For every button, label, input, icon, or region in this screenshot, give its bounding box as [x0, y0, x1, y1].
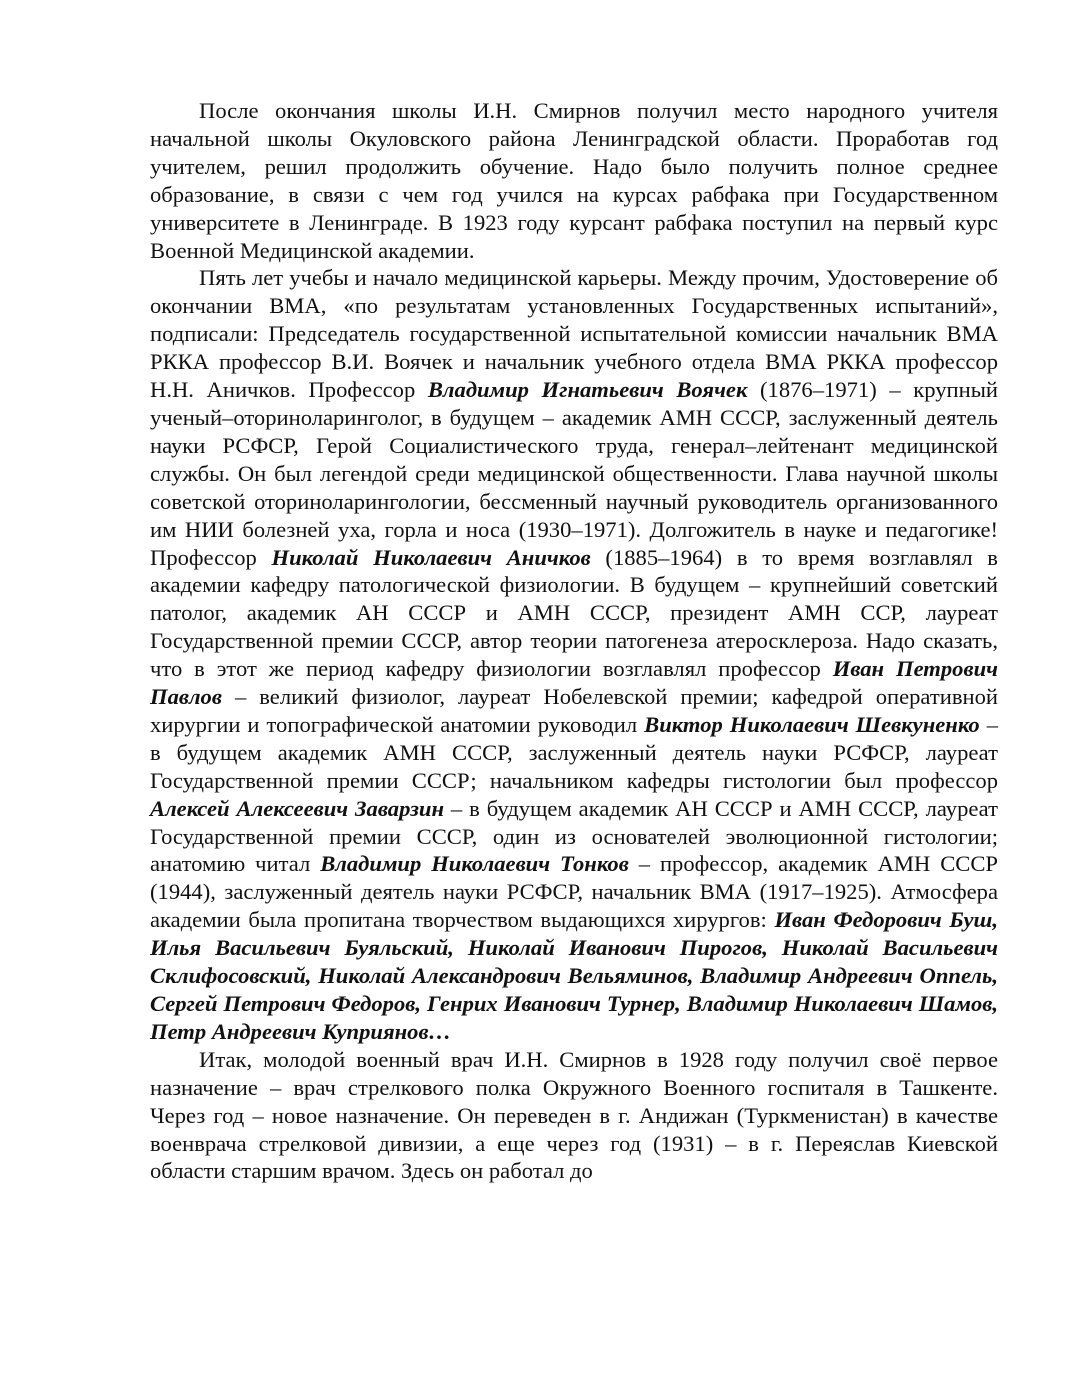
person-name-voyachek: Владимир Игнатьевич Воячек — [427, 377, 748, 403]
text-run: Пять лет учебы и начало медицинской карьеры. Между прочим, Удостоверение об окончании ВМА, «по результатам установленных Государственных испытаний», подписали: Председатель государственной испытательной комиссии начальник ВМА РККА профессор В.И. Воячек и начальник учебного отдела ВМА РККА профессор Н.Н. Аничков. Профессор — [150, 265, 998, 403]
text-run: – профессор, академик АМН СССР (1944), заслуженный деятель науки РСФСР, начальник ВМА (1917–1925). Атмосфера академии была пропитана творчеством выдающихся хирургов: — [150, 851, 998, 933]
text-run: После окончания школы И.Н. Смирнов получил место народного учителя начальной школы Окуловского района Ленинградской области. Проработав год учителем, решил продолжить обучение. Надо было получить полное среднее образование, в связи с чем год учился на курсах рабфака при Государственном университете в Ленинграде. В 1923 году курсант рабфака поступил на первый курс Военной Медицинской академии. — [150, 98, 998, 263]
surgeons-list: Иван Федорович Буш, Илья Васильевич Буяльский, Николай Иванович Пирогов, Николай Васильевич Склифосовский, Николай Александрович Вельяминов, Владимир Андреевич Оппель, Сергей Петрович Федоров, Генрих Иванович Турнер, Владимир Николаевич Шамов, Петр Андреевич Куприянов… — [150, 907, 998, 1044]
paragraph-2 — [150, 264, 998, 1045]
person-name-anichkov: Николай Николаевич Аничков — [271, 544, 591, 570]
person-name-shevkunenko: Виктор Николаевич Шевкуненко — [644, 711, 980, 737]
person-name-tonkov: Владимир Николаевич Тонков — [320, 851, 629, 877]
paragraph-3 — [150, 1046, 998, 1186]
person-name-pavlov: Иван Петрович Павлов — [150, 656, 998, 710]
paragraph-1 — [150, 97, 998, 264]
person-name-zavarzin: Алексей Алексеевич Заварзин — [150, 795, 444, 821]
text-run: – в будущем академик АМН СССР, заслуженный деятель науки РСФСР, лауреат Государственной премии СССР; начальником кафедры гистологии был профессор — [150, 711, 998, 793]
text-run: (1876–1971) – крупный ученый–оториноларинголог, в будущем – академик АМН СССР, заслуженный деятель науки РСФСР, Герой Социалистического труда, генерал–лейтенант медицинской службы. Он был легендой среди медицинской общественности. Глава научной школы советской оториноларингологии, бессменный научный руководитель организованного им НИИ болезней уха, горла и носа (1930–1971). Долгожитель в науке и педагогике! Профессор — [150, 377, 998, 570]
text-run: – в будущем академик АН СССР и АМН СССР, лауреат Государственной премии СССР, один из основателей эволюционной гистологии; анатомию читал — [150, 795, 998, 877]
text-run: – великий физиолог, лауреат Нобелевской премии; кафедрой оперативной хирургии и топографической анатомии руководил — [150, 684, 998, 737]
text-run: Итак, молодой военный врач И.Н. Смирнов в 1928 году получил своё первое назначение – врач стрелкового полка Окружного Военного госпиталя в Ташкенте. Через год – новое назначение. Он переведен в г. Андижан (Туркменистан) в качестве военврача стрелковой дивизии, а еще через год (1931) – в г. Переяслав Киевской области старшим врачом. Здесь он работал до — [150, 1046, 998, 1184]
document-page — [150, 97, 998, 1185]
text-run: (1885–1964) в то время возглавлял в академии кафедру патологической физиологии. В будущем – крупнейший советский патолог, академик АН СССР и АМН СССР, президент АМН ССР, лауреат Государственной премии СССР, автор теории патогенеза атеросклероза. Надо сказать, что в этот же период кафедру физиологии возглавлял профессор — [150, 544, 998, 682]
